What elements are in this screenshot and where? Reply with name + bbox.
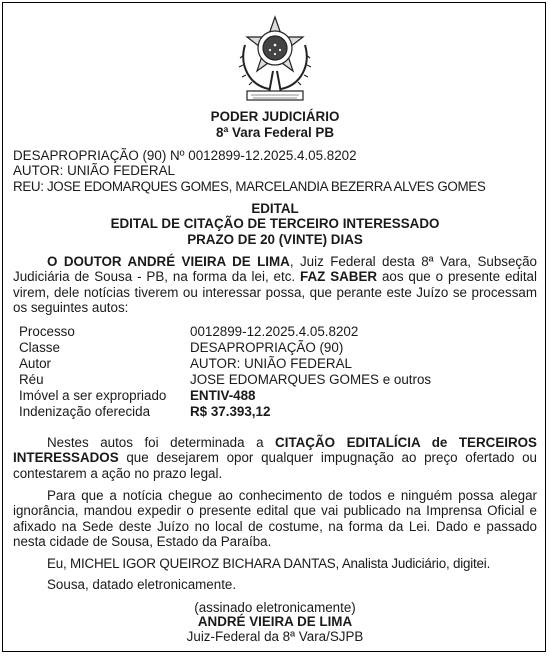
case-defendants: REU: JOSE EDOMARQUES GOMES, MARCELANDIA BEZERRA ALVES GOMES (13, 179, 486, 194)
detail-row (19, 388, 431, 404)
citation-text-2: que desejarem opor qualquer impugnação ao preço ofertado ou contestarem a ação no prazo legal. (13, 450, 537, 481)
edital-title: EDITAL (251, 201, 299, 216)
edital-notice (2, 2, 546, 652)
case-plaintiff: AUTOR: UNIÃO FEDERAL (13, 163, 175, 178)
intro-text-1: , Juiz Federal desta 8ª Vara, Subseção Judiciária de Sousa - PB, na forma da lei, etc. (13, 254, 537, 285)
detail-row (19, 324, 431, 340)
detail-row (19, 404, 431, 420)
detail-value: JOSE EDOMARQUES GOMES e outros (190, 372, 432, 387)
detail-row (19, 356, 431, 372)
detail-value: R$ 37.393,12 (190, 404, 271, 419)
detail-label: Indenização oferecida (19, 404, 151, 419)
detail-value: ENTIV-488 (190, 388, 256, 403)
detail-label: Autor (19, 356, 52, 371)
citation-text-1: Nestes autos foi determinada a (47, 435, 276, 450)
signature-note: (assinado eletronicamente) (194, 600, 356, 615)
detail-row (19, 372, 431, 388)
case-class-number: DESAPROPRIAÇÃO (90) Nº 0012899-12.2025.4.05.8202 (13, 148, 357, 163)
judge-name: O DOUTOR ANDRÉ VIEIRA DE LIMA (47, 254, 290, 269)
detail-value: AUTOR: UNIÃO FEDERAL (190, 356, 352, 371)
edital-subtitle: EDITAL DE CITAÇÃO DE TERCEIRO INTERESSADO (110, 216, 440, 231)
court-name: 8ª Vara Federal PB (215, 125, 335, 140)
date-line: Sousa, datado eletronicamente. (47, 577, 237, 592)
intro-paragraph (13, 254, 537, 316)
detail-label: Réu (19, 372, 44, 387)
publication-paragraph: Para que a notícia chegue ao conhecimento de todos e ninguém possa alegar ignorância, mandou expedir o presente edital que vai publicado na Imprensa Oficial e afixado na Sede deste Juízo no local de costume, na forma da Lei. Dado e passado nesta cidade de Sousa, Estado da Paraíba. (13, 488, 537, 550)
detail-label: Processo (19, 324, 75, 339)
detail-label: Imóvel a ser expropriado (19, 388, 167, 403)
citation-bold: CITAÇÃO EDITALÍCIA de TERCEIROS INTERESSADOS (13, 435, 537, 466)
signatory-name: ANDRÉ VIEIRA DE LIMA (197, 614, 353, 629)
citation-paragraph (13, 435, 537, 481)
signatory-role: Juiz-Federal da 8ª Vara/SJPB (186, 629, 364, 644)
intro-text-2: aos que o presente edital virem, dele notícias tiverem ou interessar possa, que perante este Juízo se processam os seguintes autos: (13, 269, 537, 316)
detail-value: 0012899-12.2025.4.05.8202 (190, 324, 359, 339)
detail-label: Classe (19, 340, 60, 355)
case-details-table (19, 324, 431, 420)
institution-name: PODER JUDICIÁRIO (210, 109, 340, 124)
typist-line: Eu, MICHEL IGOR QUEIROZ BICHARA DANTAS, Analista Judiciário, digitei. (47, 556, 491, 571)
brazil-coat-of-arms-icon (235, 15, 315, 109)
detail-value: DESAPROPRIAÇÃO (90) (190, 340, 344, 355)
faz-saber: FAZ SABER (300, 269, 378, 285)
edital-deadline: PRAZO DE 20 (VINTE) DIAS (187, 232, 363, 247)
detail-row (19, 340, 431, 356)
